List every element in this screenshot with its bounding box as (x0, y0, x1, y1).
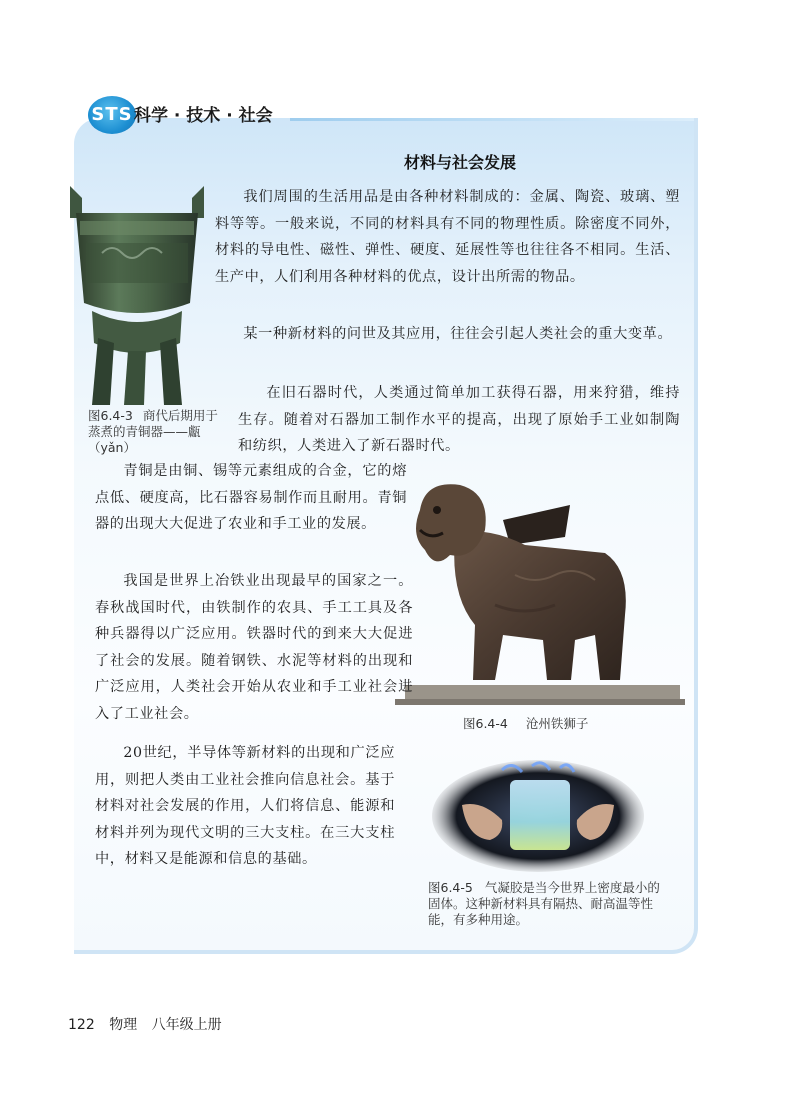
figure-text: 沧州铁狮子 (525, 716, 589, 731)
paragraph-5: 我国是世界上冶铁业出现最早的国家之一。春秋战国时代，由铁制作的农具、手工工具及各种兵器得以广泛应用。铁器时代的到来大大促进了社会的发展。随着钢铁、水泥等材料的出现和广泛应用，人类社会开始从农业和手工业社会进入了工业社会。 (95, 573, 413, 722)
figure-label: 图6.4-5 (428, 880, 473, 895)
page-footer (68, 1014, 232, 1034)
paragraph-6: 20世纪，半导体等新材料的出现和广泛应用，则把人类由工业社会推向信息社会。基于材料对社会发展的作用，人们将信息、能源和材料并列为现代文明的三大支柱。在三大支柱中，材料又是能源和信息的基础。 (95, 745, 395, 867)
sts-badge: STS (88, 96, 136, 134)
paragraph-4: 青铜是由铜、锡等元素组成的合金，它的熔点低、硬度高，比石器容易制作而且耐用。青铜器的出现大大促进了农业和手工业的发展。 (95, 463, 407, 532)
figure-label: 图6.4-3 (88, 408, 133, 423)
cangzhou-iron-lion-image (395, 475, 685, 705)
page-number: 122 (68, 1017, 95, 1033)
footer-grade: 八年级上册 (151, 1017, 222, 1033)
sts-header (88, 94, 298, 138)
figure-caption-6-4-5 (428, 880, 664, 928)
figure-text: 商代后期用于蒸煮的青铜器——甗（yǎn） (88, 408, 218, 455)
footer-subject: 物理 (109, 1017, 138, 1033)
aerogel-image (432, 760, 644, 872)
article-title: 材料与社会发展 (403, 153, 516, 172)
figure-label: 图6.4-4 (463, 716, 508, 731)
panel-top-rule (290, 118, 694, 121)
figure-text: 气凝胶是当今世界上密度最小的固体。这种新材料具有隔热、耐高温等性能，有多种用途。 (428, 880, 660, 927)
paragraph-1: 我们周围的生活用品是由各种材料制成的：金属、陶瓷、玻璃、塑料等等。一般来说，不同的材料具有不同的物理性质。除密度不同外，材料的导电性、磁性、弹性、硬度、延展性等也往往各不相同。生活、生产中，人们利用各种材料的优点，设计出所需的物品。 (215, 189, 680, 285)
figure-caption-6-4-4 (463, 716, 643, 732)
paragraph-3: 在旧石器时代，人类通过简单加工获得石器，用来狩猎，维持生存。随着对石器加工制作水平的提高，出现了原始手工业如制陶和纺织，人类进入了新石器时代。 (238, 385, 680, 454)
paragraph-2: 某一种新材料的问世及其应用，往往会引起人类社会的重大变革。 (243, 326, 673, 342)
figure-caption-6-4-3 (88, 408, 228, 456)
bronze-yan-vessel-image (62, 183, 212, 408)
section-title: 科学 · 技术 · 社会 (134, 106, 273, 126)
